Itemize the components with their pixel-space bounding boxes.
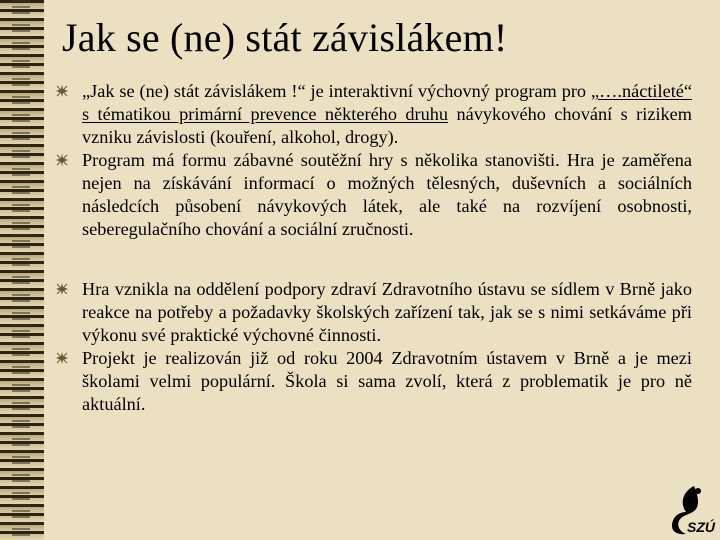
intro-underlined: „….náctileté“ s tématikou primární prevence některého druhu (82, 81, 693, 124)
intro-rest: návykového chování s rizikem vzniku závislosti (kouření, alkohol, drogy). (82, 104, 693, 147)
fleur-cross-icon (56, 352, 68, 364)
bullet-text-1 (82, 80, 692, 149)
bullet-item-1 (56, 80, 692, 149)
bullet-item-4 (56, 347, 692, 416)
szu-logo (664, 482, 716, 536)
logo-text: SZÚ (687, 519, 715, 535)
fleur-cross-icon (56, 85, 68, 97)
bullet-text-4: Projekt je realizován již od roku 2004 Zdravotním ústavem v Brně a je mezi školami velmi populární. Škola si sama zvolí, která z problematik je pro ně aktuální. (82, 348, 692, 414)
bullet-item-2 (56, 149, 692, 241)
fleur-cross-icon (56, 283, 68, 295)
intro-lead: „Jak se (ne) stát závislákem !“ je interaktivní výchovný program pro (82, 81, 587, 101)
fleur-cross-icon (56, 154, 68, 166)
slide-title: Jak se (ne) stát závislákem! (62, 15, 508, 60)
bullet-text-3: Hra vznikla na oddělení podpory zdraví Zdravotního ústavu se sídlem v Brně jako reakce na potřeby a požadavky školských zařízení tak, jak se s nimi setkáváme při výkonu své praktické výchovné činnosti. (82, 279, 692, 345)
bullet-item-3 (56, 278, 692, 347)
spacer (56, 241, 692, 278)
slide-body (56, 80, 692, 416)
decorative-side-strip (0, 0, 44, 540)
bullet-text-2: Program má formu zábavné soutěžní hry s několika stanovišti. Hra je zaměřena nejen na získávání informací o možných tělesných, duševních a sociálních následcích působení návykových látek, ale také na rozvíjení osobnosti, seberegulačního chování a sociální zručnosti. (82, 150, 692, 239)
